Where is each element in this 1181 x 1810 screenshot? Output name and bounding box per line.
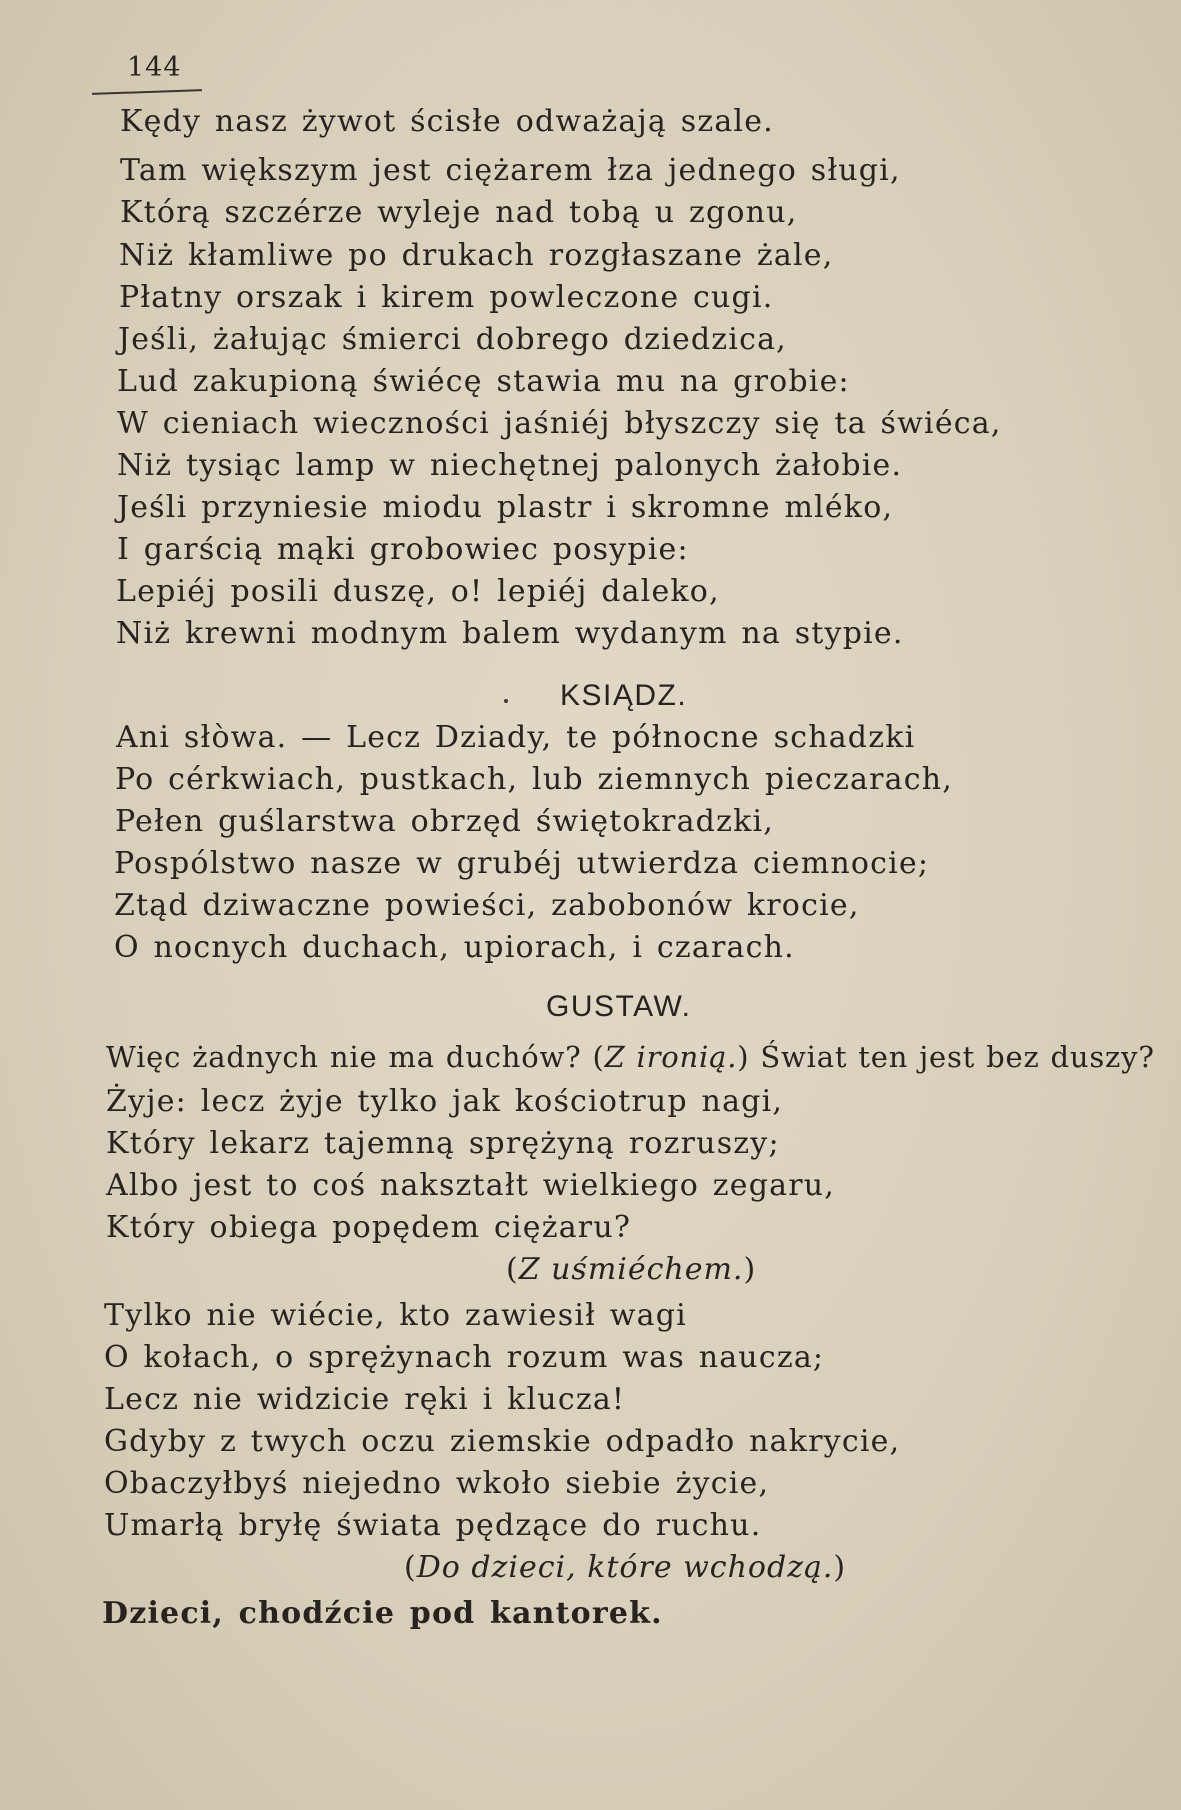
page-number-rule [92,89,202,95]
verse-line: Lecz nie widzicie ręki i klucza! [104,1382,626,1417]
verse-line: Kędy nasz żywot ścisłe odważają szale. [120,104,774,139]
bracket: ) [833,1550,847,1585]
verse-line: Pełen guślarstwa obrzęd świętokradzki, [115,804,774,839]
verse-line: Jeśli przyniesie miodu plastr i skromne mléko, [117,490,894,525]
verse-line: Który lekarz tajemną sprężyną rozruszy; [106,1126,780,1161]
stage-direction-line [506,1250,756,1290]
speaker-heading: GUSTAW. [546,990,692,1023]
page-number: 144 [127,52,182,83]
verse-line: Dzieci, chodźcie pod kantorek. [102,1596,663,1631]
verse-line: Tylko nie wiécie, kto zawiesił wagi [104,1298,687,1333]
verse-line: Albo jest to coś nakształt wielkiego zegaru, [106,1168,835,1203]
verse-line: Gdyby z twych oczu ziemskie odpadło nakrycie, [104,1424,901,1459]
bracket: ( [506,1252,519,1287]
verse-line: Niż krewni modnym balem wydanym na stypie. [116,616,904,651]
verse-line: Niż kłamliwe po drukach rozgłaszane żale, [119,238,834,273]
verse-line: O nocnych duchach, upiorach, i czarach. [114,930,795,965]
speaker-heading: KSIĄDZ. [560,679,688,712]
verse-line: Jeśli, żałując śmierci dobrego dziedzica, [118,322,787,357]
verse-line: Ani słòwa. — Lecz Dziady, te północne schadzki [116,720,916,755]
stage-direction: Do dzieci, które wchodzą. [416,1550,834,1585]
verse-line: W cieniach wieczności jaśniéj błyszczy się ta świéca, [117,406,1002,441]
bracket: ) [743,1252,757,1287]
verse-line: Umarłą bryłę świata pędzące do ruchu. [104,1508,762,1543]
verse-line: Tam większym jest ciężarem łza jednego sługi, [120,153,901,188]
verse-line: Płatny orszak i kirem powleczone cugi. [119,280,774,315]
verse-line: Którą szczérze wyleje nad tobą u zgonu, [120,195,798,230]
verse-text: Więc żadnych nie ma duchów? ( [106,1040,605,1074]
verse-line: Obaczyłbyś niejedno wkoło siebie życie, [104,1466,770,1501]
verse-line: Po cérkwiach, pustkach, lub ziemnych pieczarach, [115,762,953,797]
verse-line: Żyje: lecz żyje tylko jak kościotrup nagi, [106,1084,784,1119]
stage-direction-line [404,1548,846,1588]
verse-text: ) Świat ten jest bez duszy? [737,1040,1155,1074]
verse-line: Lud zakupioną świécę stawia mu na grobie: [117,364,850,399]
verse-line: Lepiéj posili duszę, o! lepiéj daleko, [116,574,720,609]
stage-direction: Z ironią. [604,1040,738,1074]
verse-line: I garścią mąki grobowiec posypie: [117,532,689,567]
verse-line: Niż tysiąc lamp w niechętnej palonych żałobie. [117,448,903,483]
verse-line: O kołach, o sprężynach rozum was naucza; [104,1340,825,1375]
verse-line: Pospólstwo nasze w grubéj utwierdza ciemnocie; [114,846,930,881]
verse-line: Który obiega popędem ciężaru? [106,1210,632,1245]
bracket: ( [404,1550,417,1585]
verse-line-with-stage-direction [106,1037,1155,1077]
stage-direction: Z uśmiéchem. [518,1252,744,1287]
stray-dot [504,699,508,703]
verse-line: Ztąd dziwaczne powieści, zabobonów krocie, [114,888,860,923]
